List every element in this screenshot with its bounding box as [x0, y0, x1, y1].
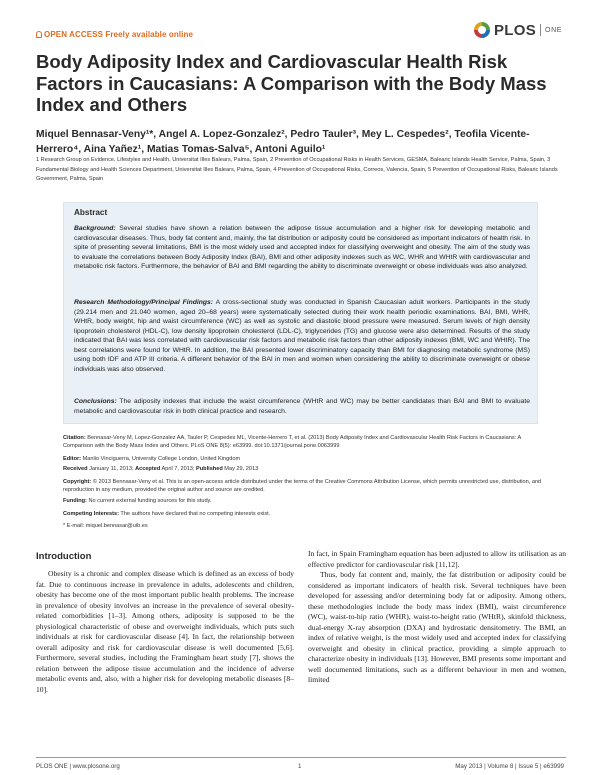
editor-text: Manlio Vinciguerra, University College London, United Kingdom [81, 456, 241, 462]
citation-text: Bennasar-Veny M, Lopez-Gonzalez AA, Tauler P, Cespedes ML, Vicente-Herrero T, et al. (2013) Body Adiposity Index and Cardiovascular Health Risk Factors in Caucasians: A Comparison with the Body Mass Index and Others. PLoS ONE 8(5): e63999. doi:10.1371/journal.pone.0063999 [63, 435, 521, 450]
conclusions-label: Conclusions: [74, 398, 117, 405]
page-number: 1 [298, 763, 302, 770]
email [63, 522, 543, 530]
abstract-background [74, 224, 530, 272]
editor [63, 455, 543, 463]
plos-logo-icon [474, 22, 490, 38]
footer-rule [36, 757, 566, 758]
abstract-conclusions [74, 397, 530, 416]
competing-interests [63, 510, 543, 518]
funding-label: Funding: [63, 498, 87, 504]
logo-plos-text: PLOS [494, 21, 537, 39]
accepted-label: Accepted [135, 466, 161, 472]
methods-label: Research Methodology/Principal Findings: [74, 299, 214, 306]
copyright [63, 478, 543, 494]
accepted-date: April 7, 2013; [160, 466, 197, 472]
open-lock-icon [36, 31, 42, 38]
abstract-heading: Abstract [74, 208, 108, 217]
published-label: Published [196, 466, 223, 472]
footer-journal: PLOS ONE | www.plosone.org [36, 763, 120, 770]
citation-label: Citation: [63, 435, 86, 441]
background-label: Background: [74, 225, 116, 232]
plos-one-logo [474, 20, 562, 40]
article-title: Body Adiposity Index and Cardiovascular Health Risk Factors in Caucasians: A Comparison with the Body Mass Index and Others [36, 51, 547, 115]
footer-issue: May 2013 | Volume 8 | Issue 5 | e63999 [455, 763, 564, 770]
received-date: January 11, 2013; [87, 466, 136, 472]
methods-text: A cross-sectional study was conducted in Spanish Caucasian adult workers. Participants in the study (29.214 men and 21.040 women, aged 20–68 years) were systematically selected during their work health periodic examinations. BAI, BMI, WHR, WHtR, body weight, hip and waist circumference (WC) as well as systolic and diastolic blood pressure were measured. Serum levels of high density lipoprotein cholesterol (HDL-C), low density lipoprotein cholesterol (LDL-C), triglycerides (TG) and glucose were also determined. Results of the study indicated that BAI was less correlated with cardiovascular risk factors and metabolic risk factors than other adiposity indexes (BMI, WC and WHtR). The best correlations were found for WHtR. In addition, the BAI presented lower discriminatory capacity than BMI for diagnosing metabolic syndrome (MS) using both IDF and ATP III criteria. A different behavior of the BAI in men and women when considering the ability to discriminate overweight or obese individuals was also observed. [74, 299, 530, 373]
conclusions-text: The adiposity indexes that include the waist circumference (WHtR and WC) may be better candidates than BAI and BMI to evaluate metabolic and cardiovascular risk in both clinical practice and research. [74, 398, 530, 415]
intro-paragraph-3: Thus, body fat content and, mainly, the fat distribution or adiposity could be considered as important indicators of health risk. Several techniques have been developed for assessing and/or determining body fat or adiposity. Among others, these methodologies include the body mass index (BMI), waist circumference (WC), waist-to-hip ratio (WHR), waist-to-height ratio (WHtR), skinfold thickness, dual-energy X-ray absorption (DXA) and hydrostatic densitometry. The BMI, an index of relative weight, is the most widely used and accepted index for classifying overweight and obesity in clinical practice, providing a simple approach to characterize obesity in individuals [13]. However, BMI presents some important and well documented limitations, such as a different behaviour in men and women, limited [308, 570, 566, 684]
background-text: Several studies have shown a relation between the adipose tissue accumulation and a higher risk for developing metabolic and cardiovascular diseases. Thus, body fat content and, mainly, the fat distribution or adiposity could be considered as important indicators of health risk. In spite of presenting several limitations, BMI is the most widely used and accepted index for classifying overweight and obesity. The aim of the study was to evaluate the correlations between Body Adiposity Index (BAI), BMI and other adiposity indexes such as WC, WHR and WHtR with cardiovascular and metabolic risk factors. Furthermore, the behavior of BAI and BMI regarding the ability to discriminate overweight or obese individuals was also analyzed. [74, 225, 530, 271]
intro-right-column [308, 549, 566, 686]
open-access-label [36, 30, 193, 39]
open-access-text: OPEN ACCESS Freely available online [44, 30, 194, 39]
affiliations: 1 Research Group on Evidence, Lifestyles and Health, Universitat Illes Balears, Palma, Spain, 2 Prevention of Occupational Risks in Health Services, GESMA, Balearic Islands Health Service, Palma, Spain, 3 Fundamental Biology and Health Sciences Department, Universitat Illes Balears, Palma, Spain, 4 Prevention of Occupational Risks, Correos, Valencia, Spain, 5 Prevention of Occupational Risks, Balearic Islands Government, Palma, Spain [36, 157, 558, 183]
funding [63, 497, 543, 505]
dates [63, 465, 543, 473]
author-list: Miquel Bennasar-Veny¹*, Angel A. Lopez-Gonzalez², Pedro Tauler³, Mey L. Cespedes², Teofila Vicente-Herrero⁴, Aina Yañez¹, Matias Tomas-Salva⁵, Antoni Aguilo¹ [36, 129, 530, 155]
intro-paragraph-2: In fact, in Spain Framingham equation has been adjusted to allow its utilisation as an effective predictor for cardiovascular risk [11,12]. [308, 549, 566, 569]
editor-label: Editor: [63, 456, 82, 462]
logo-one-text: ONE [545, 26, 563, 34]
citation [63, 434, 543, 450]
copyright-label: Copyright: [63, 479, 92, 485]
competing-label: Competing Interests: [63, 511, 119, 517]
introduction-heading: Introduction [36, 551, 92, 562]
copyright-text: © 2013 Bennasar-Veny et al. This is an open-access article distributed under the terms of the Creative Commons Attribution License, which permits unrestricted use, distribution, and reproduction in any medium, provided the original author and source are credited. [63, 479, 542, 494]
funding-text: No current external funding sources for this study. [86, 498, 212, 504]
published-date: May 29, 2013 [222, 466, 259, 472]
intro-left-column [36, 569, 294, 695]
abstract-methods [74, 298, 530, 374]
competing-text: The authors have declared that no competing interests exist. [118, 511, 271, 517]
received-label: Received [63, 466, 88, 472]
email-link[interactable]: * E-mail: miquel.bennasar@uib.es [63, 523, 148, 529]
intro-paragraph-1: Obesity is a chronic and complex disease which is defined as an excess of body fat. Due to continuous increase in prevalence in adults, adolescents and children, obesity has become one of the most important public health problems. The increase in prevalence of obesity involves an increase in the prevalence of several obesity-related comorbidities [1–3]. Among others, adiposity is supposed to be the physiological characteristic of obese and overweight individuals, which puts such individuals at risk for cardiovascular disease [4]. In fact, the relationship between overall adiposity and risk for cardiovascular disease is well documented [5,6]. Furthermore, several studies, including the Framingham heart study [7], shows the relation between the adipose tissue accumulation and the incidence of adverse metabolic events and, also, with a higher risk for developing metabolic diseases [8–10]. [36, 569, 294, 694]
logo-divider [540, 24, 541, 36]
